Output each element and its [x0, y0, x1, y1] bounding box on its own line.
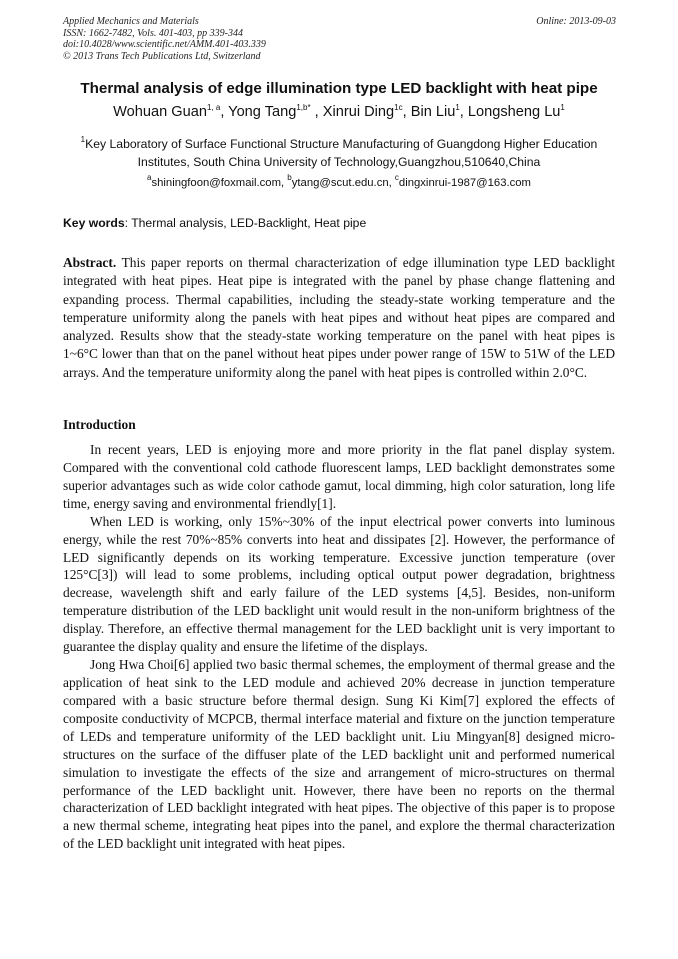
author-affiliation-mark: 1c	[394, 103, 403, 112]
author-name: Bin Liu	[410, 104, 456, 120]
keywords	[63, 216, 616, 230]
journal-header	[63, 16, 616, 62]
author-name: Longsheng Lu	[467, 104, 561, 120]
email-mark: a	[147, 173, 152, 182]
author-affiliation-mark: 1	[560, 103, 565, 112]
copyright-line: © 2013 Trans Tech Publications Ltd, Switzerland	[63, 50, 261, 62]
paragraph: In recent years, LED is enjoying more and more priority in the flat panel display system. Compared with the conventional cold cathode fluorescent lamps, LED backlight demonstrates some superior advantages such as wide color cathode gamut, local dimming, high color saturation, long life time, energy saving and environmental friendly[1].	[63, 442, 615, 511]
email-list: $^a$shiningfoon@foxmail.com, $^b$ytang@scut.edu.cn, $^c$dingxinrui-1987@163.com	[147, 173, 531, 189]
journal-name: Applied Mechanics and Materials	[63, 16, 199, 27]
issn-line: ISSN: 1662-7482, Vols. 401-403, pp 339-344	[63, 27, 243, 39]
email-mark: b	[287, 173, 292, 182]
keywords-label: Key words	[63, 216, 125, 230]
section-heading: Introduction	[63, 417, 136, 432]
author-name: Wohuan Guan	[113, 104, 207, 120]
paragraph: Jong Hwa Choi[6] applied two basic thermal schemes, the employment of thermal grease and the application of heat sink to the LED module and achieved 20% decrease in junction temperature compared with a basic structure before thermal design. Sung Ki Kim[7] explored the effects of composite conductivity of MCPCB, thermal interface material and fixture on the junction temperature of LEDs and temperature uniformity of the LED backlight unit. Liu Mingyan[8] designed micro-structures on the surface of the diffuser plate of the LED backlight unit and performed numerical simulation to investigate the effects of the size and arrangement of micro-structures on thermal performance of the LED backlight unit. However, there have been no reports on the thermal characterization of LED backlight integrated with heat pipes. The objective of this paper is to propose a new thermal scheme, integrating heat pipes into the panel, and explore the thermal characterization of the LED backlight unit integrated with heat pipes.	[63, 657, 615, 852]
email-address[interactable]: dingxinrui-1987@163.com	[398, 177, 531, 189]
author-name: Xinrui Ding	[322, 104, 395, 120]
paper-title: Thermal analysis of edge illumination type LED backlight with heat pipe	[80, 80, 598, 97]
author-affiliation-mark: 1, a	[206, 103, 221, 112]
paragraph: When LED is working, only 15%~30% of the input electrical power converts into luminous energy, while the rest 70%~85% converts into heat and dissipates [2]. However, the performance of LED significantly depends on its working temperature. Excessive junction temperature (over 125°C[3]) will lead to some problems, including optical output power degradation, brightness decrease, wavelength shift and early failure of the LED systems [4,5]. Besides, non-uniform temperature distribution of the LED backlight unit would result in the non-uniform brightness of the display. Therefore, an effective thermal management for the LED backlight unit is very important to guarantee the display quality and ensure the lifetime of the displays.	[63, 513, 615, 655]
email-address[interactable]: shiningfoon@foxmail.com	[151, 177, 282, 189]
affiliation-mark: 1	[80, 135, 86, 144]
email-address[interactable]: ytang@scut.edu.cn	[291, 177, 389, 189]
affiliation-line-1: Key Laboratory of Surface Functional Structure Manufacturing of Guangdong Higher Education	[85, 137, 598, 151]
email-mark: c	[394, 173, 399, 182]
affiliation-line-2: Institutes, South China University of Technology,Guangzhou,510640,China	[137, 155, 541, 169]
introduction-body	[63, 441, 615, 853]
online-date: Online: 2013-09-03	[536, 16, 616, 27]
abstract	[63, 254, 615, 382]
author-affiliation-mark: 1	[455, 103, 460, 112]
author-name: Yong Tang	[228, 104, 297, 120]
affiliation	[60, 135, 618, 171]
keywords-text: : Thermal analysis, LED-Backlight, Heat pipe	[124, 216, 367, 230]
author-affiliation-mark: 1,b*	[296, 103, 311, 112]
abstract-label: Abstract.	[63, 255, 117, 270]
author-list: Wohuan Guan$^{1, a}$, Yong Tang$^{1,b*}$ , Xinrui Ding$^{1c}$, Bin Liu$^1$, Longsheng Lu$^1$	[113, 103, 565, 120]
doi-line: doi:10.4028/www.scientific.net/AMM.401-403.339	[63, 39, 266, 50]
abstract-text: This paper reports on thermal characterization of edge illumination type LED backlight integrated with heat pipes. Heat pipe is integrated with the panel by phase change flattening and expanding process. Thermal capabilities, including the steady-state working temperature and the temperature uniformity along the panels with heat pipes and without heat pipes are compared and analyzed. Results show that the steady-state working temperature on the panel with heat pipes is 1~6°C lower than that on the panel without heat pipes under power range of 15W to 51W of the LED arrays. And the temperature uniformity along the panel with heat pipes is controlled within 2.0°C.	[63, 255, 615, 380]
